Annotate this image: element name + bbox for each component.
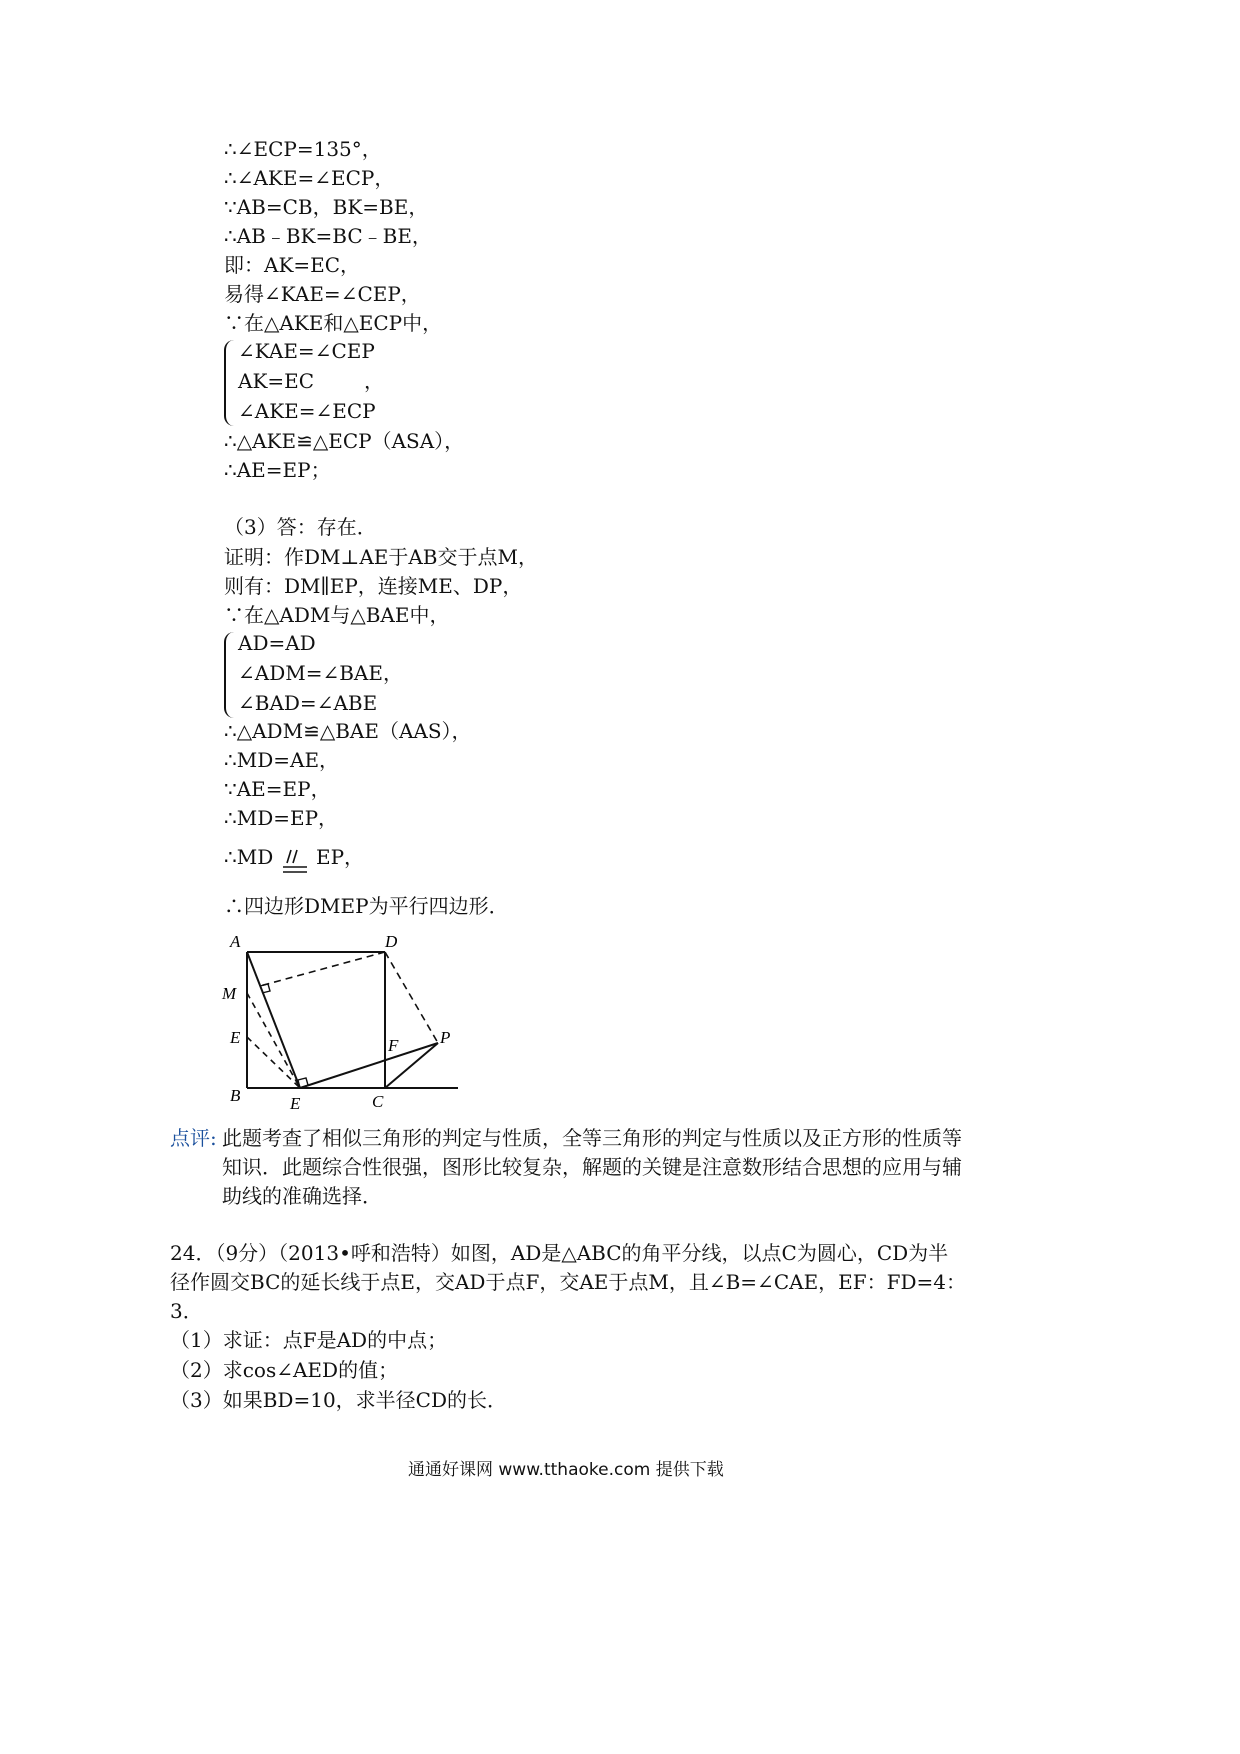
label-A: A (230, 932, 241, 951)
parallel-equal-line (224, 844, 364, 876)
system-row: ∠ADM=∠BAE， (238, 661, 403, 685)
comment-line: 知识．此题综合性很强，图形比较复杂，解题的关键是注意数形结合思想的应用与辅 (222, 1155, 962, 1179)
system-row: ∠KAE=∠CEP (238, 339, 375, 363)
comment-tag: 点评: (170, 1126, 217, 1150)
segment-ME-dashed (247, 993, 300, 1088)
geometry-figure (220, 925, 470, 1115)
proof-line: ∴△AKE≌△ECP（ASA）， (224, 429, 465, 453)
label-E-left: E (230, 1028, 241, 1047)
label-M: M (222, 984, 237, 1003)
brace (224, 632, 236, 718)
parallel-right: EP， (315, 845, 365, 869)
brace (224, 340, 236, 426)
segment-KE-dashed (247, 1037, 300, 1088)
problem-question: （1）求证：点F是AD的中点； (170, 1328, 448, 1352)
proof-line: ∴△ADM≌△BAE（AAS）， (224, 719, 472, 743)
label-E-bottom: E (290, 1094, 301, 1113)
proof-line: ∵在△AKE和△ECP中， (224, 311, 443, 335)
problem-line: 3． (170, 1299, 203, 1323)
label-F: F (388, 1036, 399, 1055)
proof-line: 易得∠KAE=∠CEP， (224, 282, 421, 306)
footer-text: 通通好课网 www.tthaoke.com 提供下载 (408, 1460, 724, 1480)
proof-line: ∴MD=AE， (224, 748, 340, 772)
proof-line: ∴∠AKE=∠ECP， (224, 166, 395, 190)
label-C: C (372, 1092, 384, 1111)
comment-line: 此题考查了相似三角形的判定与性质，全等三角形的判定与性质以及正方形的性质等 (222, 1126, 962, 1150)
system-row: ∠BAD=∠ABE (238, 691, 378, 715)
problem-question: （2）求cos∠AED的值； (170, 1358, 399, 1382)
proof-line: 证明：作DM⊥AE于AB交于点M， (224, 545, 538, 569)
segment-EP (300, 1043, 438, 1088)
equation-system (224, 630, 424, 720)
system-row: AK=EC (238, 369, 315, 393)
proof-line: 则有：DM∥EP，连接ME、DP， (224, 574, 523, 598)
proof-line: ∵在△ADM与△BAE中， (224, 603, 450, 627)
comment-line: 助线的准确选择． (222, 1184, 382, 1208)
system-row: ∠AKE=∠ECP (238, 399, 376, 423)
label-P: P (440, 1028, 451, 1047)
segment-AE (247, 952, 300, 1088)
label-B: B (230, 1086, 241, 1105)
proof-line: ∴AE=EP； (224, 458, 331, 482)
segment-DP-dashed (385, 952, 438, 1043)
proof-line: 即：AK=EC， (224, 253, 361, 277)
parallel-equal-symbol (282, 846, 308, 876)
part3-heading: （3）答：存在． (224, 515, 377, 539)
problem-line: 径作圆交BC的延长线于点E，交AD于点F，交AE于点M，且∠B=∠CAE，EF：FD=4： (170, 1270, 967, 1294)
system-comma: ， (364, 369, 384, 393)
problem-question: （3）如果BD=10，求半径CD的长． (170, 1388, 508, 1412)
label-D: D (385, 932, 398, 951)
segment-DM-dashed (260, 952, 385, 986)
problem-line: 24．（9分）（2013•呼和浩特）如图，AD是△ABC的角平分线，以点C为圆心，CD为半 (170, 1241, 949, 1265)
parallel-left: ∴MD (224, 845, 274, 869)
conclusion: ∴四边形DMEP为平行四边形． (224, 894, 509, 918)
proof-line: ∵AB=CB，BK=BE， (224, 195, 429, 219)
proof-line: ∴MD=EP， (224, 806, 339, 830)
system-row: AD=AD (238, 631, 316, 655)
proof-line: ∴AB﹣BK=BC﹣BE， (224, 224, 432, 248)
equation-system (224, 338, 424, 428)
proof-line: ∵AE=EP， (224, 777, 331, 801)
proof-line: ∴∠ECP=135°， (224, 137, 382, 161)
